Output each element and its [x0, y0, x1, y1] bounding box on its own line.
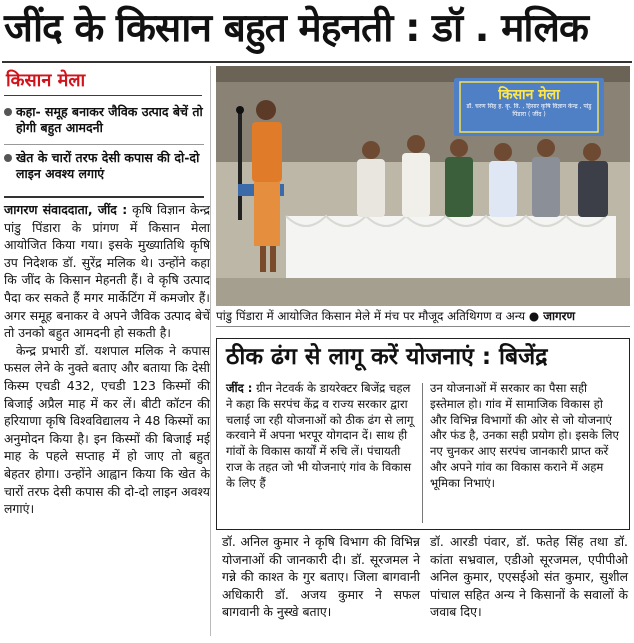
photo-credit: ● जागरण [528, 309, 576, 323]
sub-dateline: जींद : [226, 381, 253, 395]
guest-head [407, 135, 425, 153]
guest-body [532, 157, 560, 217]
highlight-text: कहा- समूह बनाकर जैविक उत्पाद बेचें तो होगी बहुत आमदनी [16, 104, 203, 135]
event-photo [216, 66, 630, 306]
main-story-body [4, 201, 210, 518]
sub-story-column: उन योजनाओं में सरकार का पैसा सही इस्तेमाल हो। गांव में सामाजिक विकास हो और विभिन्न विभागों की ओर से जो योजनाएं और फंड है, उनका सही प्रयोग हो। इसके लिए नए चुनकर आए सरपंच जानकारी प्राप्त करें और अपने गांव का विकास कराने में अहम भूमिका निभाएं। [430, 381, 619, 490]
main-story-continuation: डॉ. आरडी पंवार, डॉ. फतेह सिंह तथा डॉ. कांता सभ्रवाल, एडीओ सूरजमल, एपीपीओ अनिल कुमार, एएसईओ संत कुमार, सुशील पांचाल सहित अन्य ने किसानों के सवालों के जवाब दिए। [430, 534, 628, 620]
highlight-item [4, 104, 204, 136]
divider [216, 326, 630, 327]
guest-head [362, 141, 380, 159]
guest-head [450, 139, 468, 157]
stage-table-cloth [286, 216, 616, 278]
microphone-stand [238, 110, 242, 220]
speaker-leg [270, 246, 276, 272]
highlight-text: खेत के चारों तरफ देसी कपास की दो-दो लाइन अवश्य लगाएं [16, 150, 200, 181]
bullet-icon [4, 154, 12, 162]
sub-story-text: ग्रीन नेटवर्क के डायरेक्टर बिजेंद्र चहल ने कहा कि सरपंच केंद्र व राज्य सरकार द्वारा चलाई जा रही योजनाओं को ठीक ढंग से लागू करवाने में अपना भरपूर योगदान दें। साथ ही गांवों के विकास कार्यों में रुचि लें। पंचायती राज के तहत जो भी योजनाएं गांव के विकास के लिए हैं [226, 381, 414, 490]
guest-body [578, 161, 608, 217]
banner-subtitle-box [464, 103, 594, 133]
guest-body [402, 153, 430, 217]
section-tag: किसान मेला [6, 70, 86, 91]
banner-title: किसान मेला [498, 87, 560, 103]
guest-head [494, 143, 512, 161]
guest-head [583, 143, 601, 161]
paragraph: केन्द्र प्रभारी डॉ. यशपाल मलिक ने कपास फसल लेने के नुक्ते बताए और बताया कि देसी किस्म एचडी 432, एचडी 123 किस्मों की बिजाई अप्रैल माह में कर लें। बीटी कॉटन की हरियाणा कृषि विश्वविद्यालय ने 48 किस्मों का अनुमोदन किया है। इन किस्मों की बिजाई मई माह के पहले सप्ताह में हो जाए तो बहुत बेहतर होगा। उन्होंने आह्वान किया कि खेत के चारों तरफ देसी कपास की दो-दो लाइन अवश्य लगाएं। [4, 342, 210, 517]
event-photo-illustration [216, 66, 630, 306]
column-divider [210, 66, 211, 636]
speaker-body [252, 122, 282, 182]
stage-floor [216, 278, 630, 306]
main-story-continuation: डॉ. अनिल कुमार ने कृषि विभाग की विभिन्न योजनाओं की जानकारी दी। डॉ. सूरजमल ने गन्ने की काश्त के गुर बताए। जिला बागवानी अधिकारी डॉ. अजय कुमार ने सफल बागवानी के नुस्खे बताए। [222, 534, 420, 620]
column-divider [422, 383, 423, 523]
speaker-dress [254, 182, 280, 246]
guest-body [357, 159, 385, 217]
caption-text: पांडु पिंडारा में आयोजित किसान मेले में मंच पर मौजूद अतिथिगण व अन्य [216, 309, 526, 323]
headline-rule [2, 61, 632, 63]
speaker-head [256, 100, 276, 120]
divider [4, 144, 204, 145]
guest-body [445, 157, 473, 217]
headline: जींद के किसान बहुत मेहनती : डॉ . मलिक [4, 6, 588, 51]
divider [4, 196, 204, 198]
guest-body [489, 161, 517, 217]
highlight-item [4, 150, 204, 182]
guest-head [537, 139, 555, 157]
photo-caption [216, 308, 630, 324]
banner-subtitle: डॉ. चरण सिंह ह. कृ. वि. , हिसार कृषि विज्ञान केन्द्र , पांडु पिंडारा ( जींद ) [466, 103, 592, 118]
bullet-icon [4, 108, 12, 116]
paragraph: कृषि विज्ञान केन्द्र पांडु पिंडारा के प्रांगण में किसान मेला आयोजित किया गया। इसके मुख्यातिथि कृषि उप निदेशक डॉ. सुरेंद्र मलिक थे। उन्होंने कहा कि जींद के किसान मेहनती हैं। वे कृषि उत्पाद पैदा कर सकते हैं मगर मार्केटिंग में कमजोर हैं। अगर समूह बनाकर वे अपने जैविक उत्पाद बेचें तो उनको बहुत आमदनी हो सकती है। [4, 202, 210, 341]
sub-story-column [226, 381, 416, 492]
speaker-leg [260, 246, 266, 272]
dateline: जागरण संवाददाता, जींद : [4, 202, 128, 217]
section-rule [4, 95, 202, 96]
sub-story-headline: ठीक ढंग से लागू करें योजनाएं : बिजेंद्र [226, 344, 548, 370]
microphone-icon [236, 106, 244, 114]
